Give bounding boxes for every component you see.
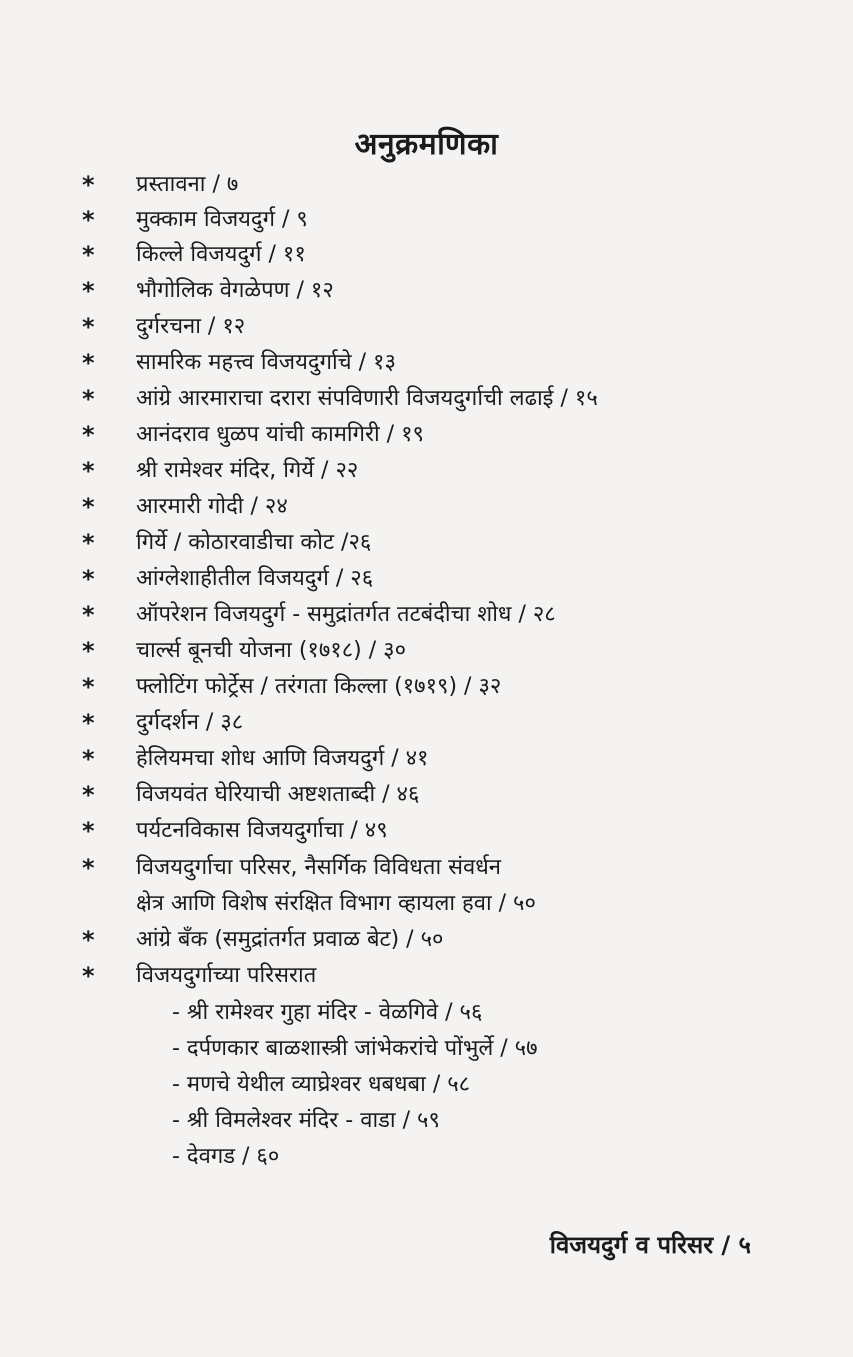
toc-entry-text: गिर्ये / कोठारवाडीचा कोट /२६	[136, 530, 372, 555]
toc-subentry	[0, 996, 853, 1030]
bullet-asterisk: *	[82, 962, 95, 990]
toc-subentry-text: - श्री विमलेश्वर मंदिर - वाडा / ५९	[172, 1108, 440, 1133]
toc-entry	[0, 706, 853, 740]
bullet-asterisk: *	[82, 241, 95, 269]
bullet-asterisk: *	[82, 565, 95, 593]
toc-subentry	[0, 1104, 853, 1138]
bullet-asterisk: *	[82, 745, 95, 773]
toc-entry	[0, 562, 853, 596]
toc-entry	[0, 382, 853, 416]
toc-entry-text: आनंदराव धुळप यांची कामगिरी / १९	[136, 422, 424, 447]
toc-subentry-text: - मणचे येथील व्याघ्रेश्वर धबधबा / ५८	[172, 1072, 471, 1097]
toc-entry-text: विजयवंत घेरियाची अष्टशताब्दी / ४६	[136, 782, 420, 807]
bullet-asterisk: *	[82, 457, 95, 485]
page-footer: विजयदुर्ग व परिसर / ५	[549, 1231, 751, 1259]
bullet-asterisk: *	[82, 313, 95, 341]
toc-entry	[0, 418, 853, 452]
toc-entry	[0, 346, 853, 380]
toc-entry	[0, 238, 853, 272]
bullet-asterisk: *	[82, 385, 95, 413]
toc-entry-text: आंग्लेशाहीतील विजयदुर्ग / २६	[136, 566, 374, 591]
toc-entry-text: श्री रामेश्वर मंदिर, गिर्ये / २२	[136, 458, 359, 483]
bullet-asterisk: *	[82, 854, 95, 882]
toc-entry	[0, 168, 853, 202]
toc-subentry-text: - दर्पणकार बाळशास्त्री जांभेकरांचे पोंभुर्ले / ५७	[172, 1036, 538, 1061]
bullet-asterisk: *	[82, 277, 95, 305]
toc-entry-text: पर्यटनविकास विजयदुर्गाचा / ४९	[136, 818, 388, 843]
toc-entry	[0, 851, 853, 885]
toc-entry-text: ऑपरेशन विजयदुर्ग - समुद्रांतर्गत तटबंदीचा शोध / २८	[136, 602, 556, 627]
toc-entry-text: किल्ले विजयदुर्ग / ११	[136, 242, 306, 267]
toc-entry	[0, 598, 853, 632]
toc-subentry	[0, 1032, 853, 1066]
bullet-asterisk: *	[82, 673, 95, 701]
toc-entry	[0, 454, 853, 488]
toc-subentry	[0, 1068, 853, 1102]
bullet-asterisk: *	[82, 637, 95, 665]
bullet-asterisk: *	[82, 709, 95, 737]
toc-entry-text: विजयदुर्गाच्या परिसरात	[136, 963, 317, 988]
bullet-asterisk: *	[82, 421, 95, 449]
toc-entry-text: विजयदुर्गाचा परिसर, नैसर्गिक विविधता संवर्धन	[136, 855, 502, 880]
toc-entry	[0, 814, 853, 848]
toc-subentry-text: - श्री रामेश्वर गुहा मंदिर - वेळगिवे / ५६	[172, 1000, 483, 1025]
toc-entry	[0, 634, 853, 668]
toc-entry	[0, 310, 853, 344]
toc-entry-text: भौगोलिक वेगळेपण / १२	[136, 278, 334, 303]
toc-entry-text: चार्ल्स बूनची योजना (१७१८) / ३०	[136, 638, 407, 663]
bullet-asterisk: *	[82, 781, 95, 809]
toc-entry-text: दुर्गरचना / १२	[136, 314, 246, 339]
toc-entry	[0, 203, 853, 237]
toc-entry	[0, 778, 853, 812]
toc-entry	[0, 923, 853, 957]
toc-entry-text: आंग्रे बँक (समुद्रांतर्गत प्रवाळ बेट) / ५०	[136, 927, 444, 952]
toc-entry	[0, 670, 853, 704]
toc-entry	[0, 742, 853, 776]
toc-subentry-text: - देवगड / ६०	[172, 1144, 280, 1169]
bullet-asterisk: *	[82, 817, 95, 845]
bullet-asterisk: *	[82, 493, 95, 521]
toc-entry-text: फ्लोटिंग फोर्ट्रेस / तरंगता किल्ला (१७१९) / ३२	[136, 674, 502, 699]
toc-entry-text: प्रस्तावना / ७	[136, 172, 239, 197]
bullet-asterisk: *	[82, 601, 95, 629]
toc-entry	[0, 490, 853, 524]
bullet-asterisk: *	[82, 206, 95, 234]
bullet-asterisk: *	[82, 529, 95, 557]
toc-entry-continuation	[0, 887, 853, 921]
toc-entry-text: मुक्काम विजयदुर्ग / ९	[136, 207, 308, 232]
bullet-asterisk: *	[82, 926, 95, 954]
toc-entry-text: दुर्गदर्शन / ३८	[136, 710, 244, 735]
page-title: अनुक्रमणिका	[354, 127, 499, 162]
toc-entry-text: आंग्रे आरमाराचा दरारा संपविणारी विजयदुर्गाची लढाई / १५	[136, 386, 598, 411]
bullet-asterisk: *	[82, 349, 95, 377]
toc-entry-text: हेलियमचा शोध आणि विजयदुर्ग / ४१	[136, 746, 429, 771]
toc-entry	[0, 959, 853, 993]
toc-entry-text: क्षेत्र आणि विशेष संरक्षित विभाग व्हायला हवा / ५०	[136, 891, 536, 916]
toc-entry-text: सामरिक महत्त्व विजयदुर्गाचे / १३	[136, 350, 396, 375]
toc-entry-text: आरमारी गोदी / २४	[136, 494, 288, 519]
toc-entry	[0, 274, 853, 308]
bullet-asterisk: *	[82, 171, 95, 199]
toc-subentry	[0, 1140, 853, 1174]
toc-entry	[0, 526, 853, 560]
